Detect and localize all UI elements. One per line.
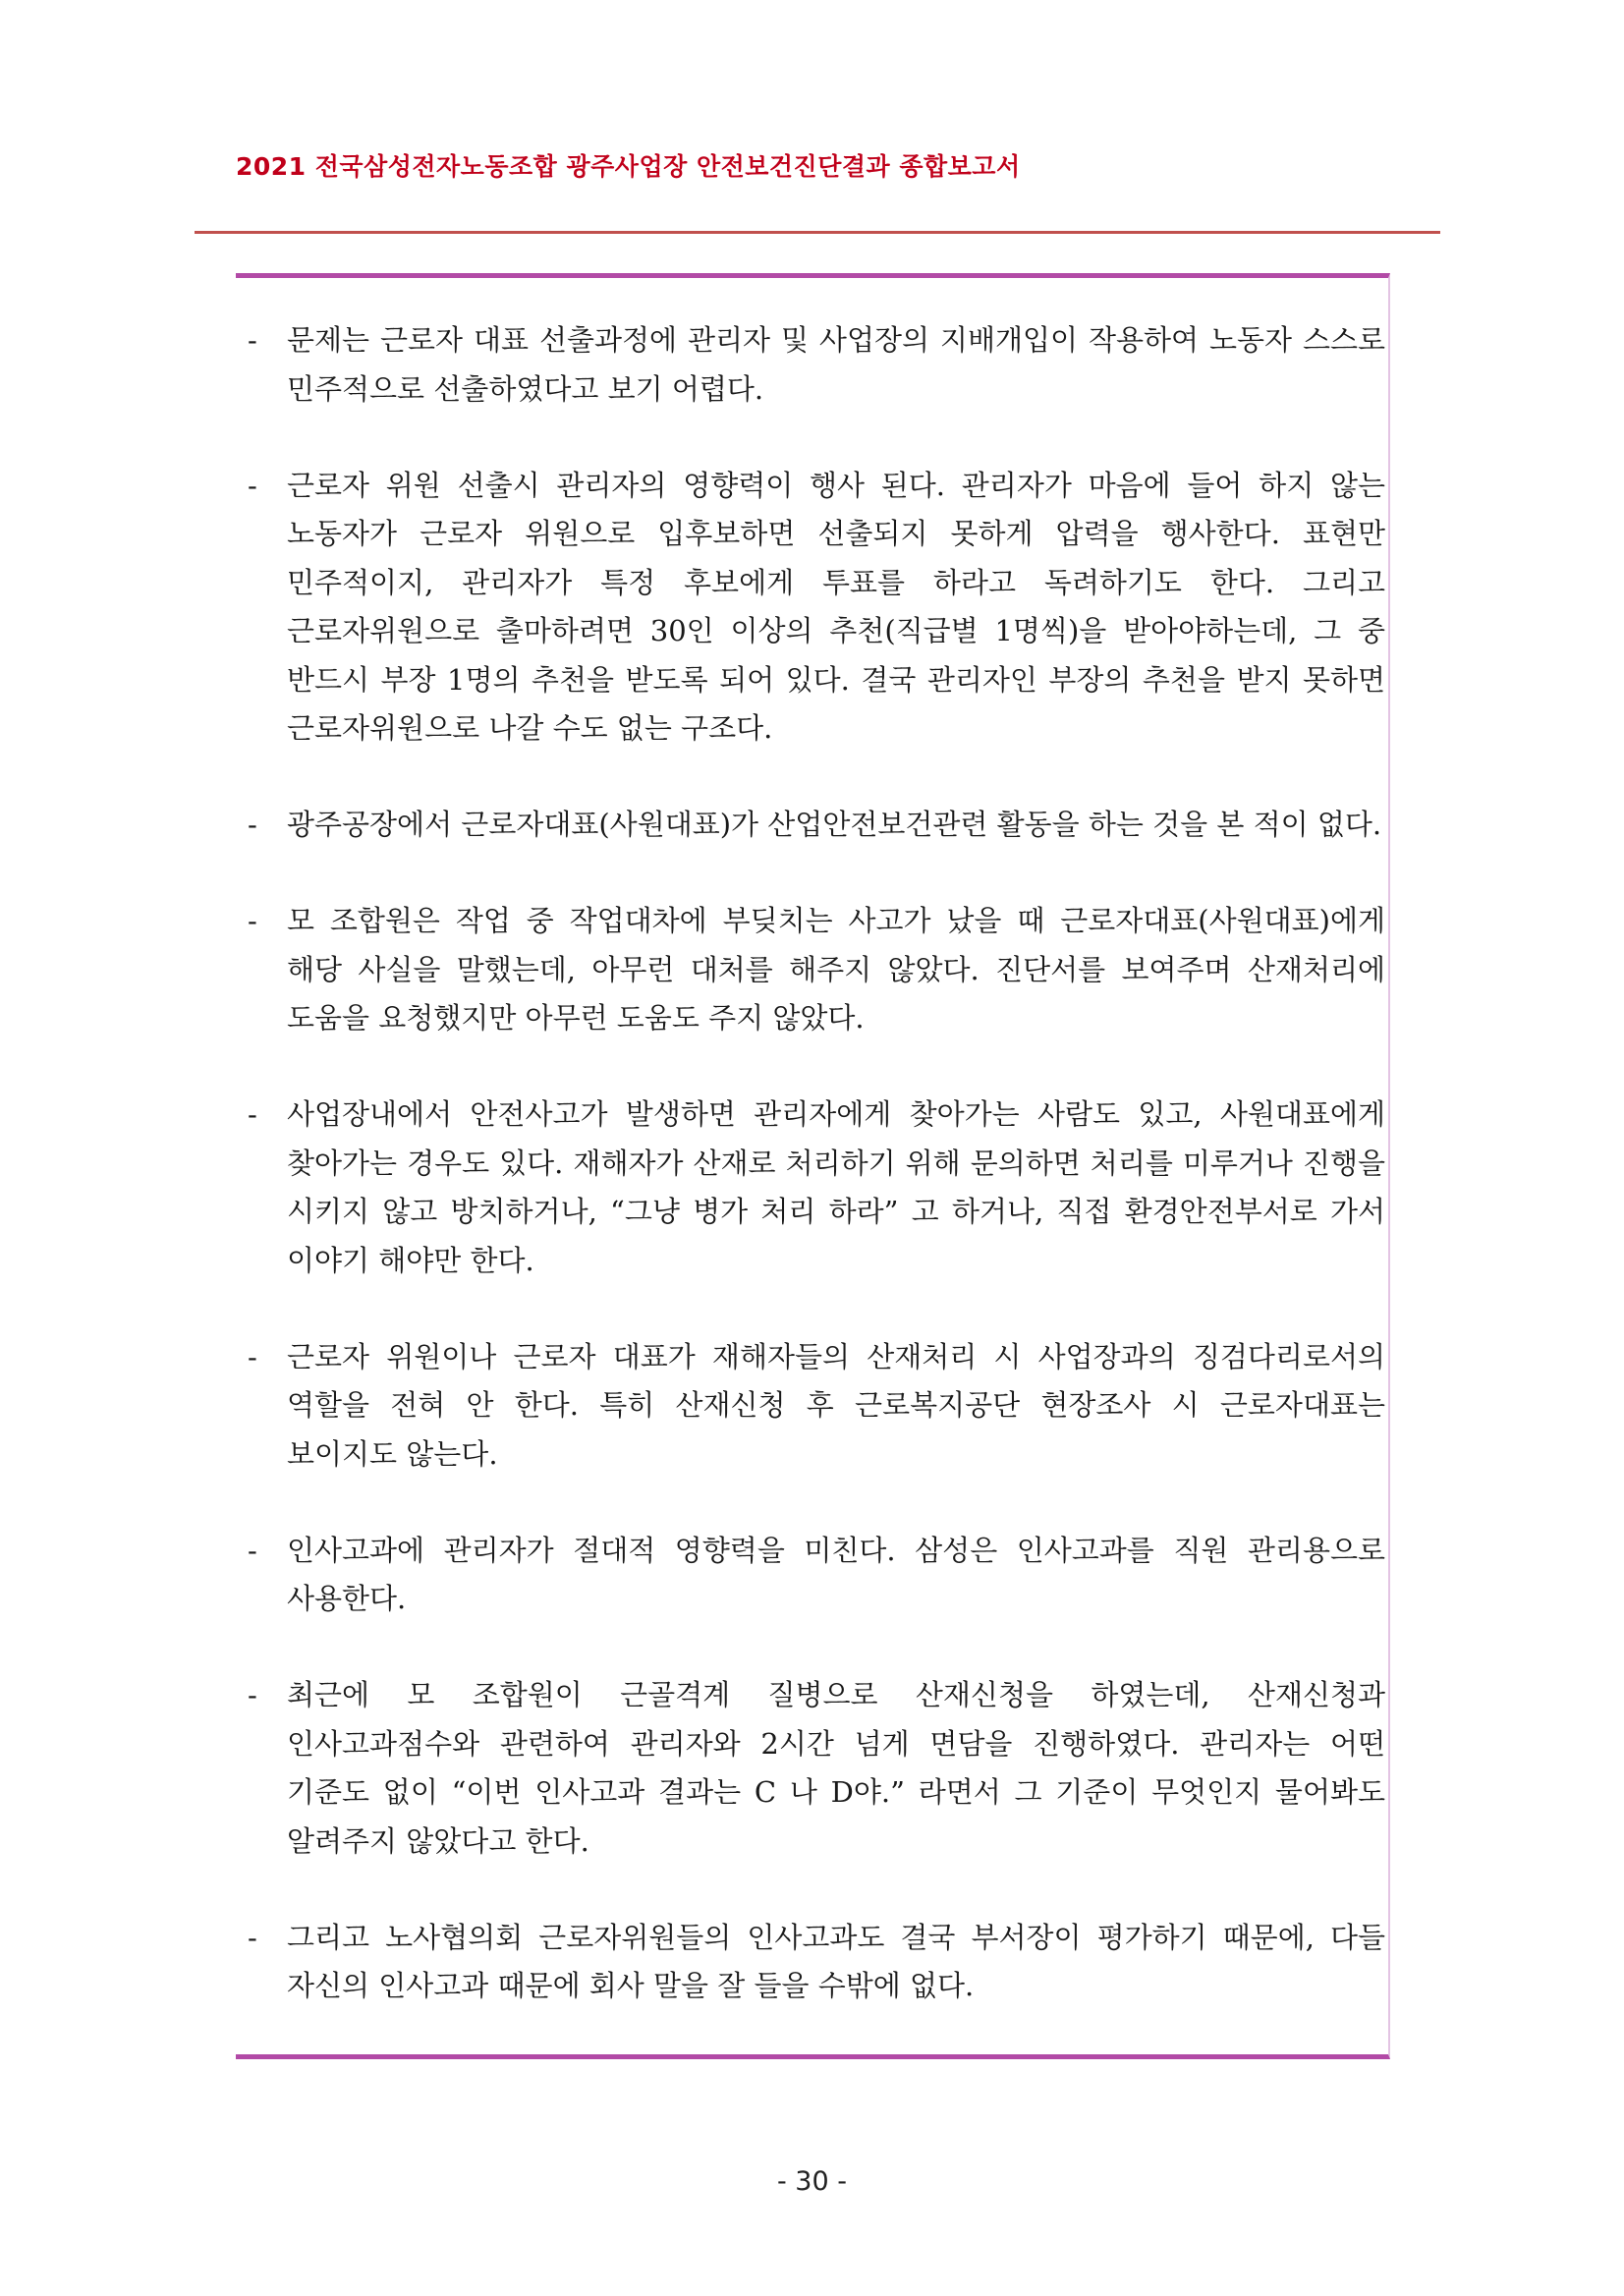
bullet-dash: - [248, 468, 257, 502]
list-item [246, 316, 1385, 414]
bullet-dash: - [248, 904, 257, 937]
entry-text: 문제는 근로자 대표 선출과정에 관리자 및 사업장의 지배개입이 작용하여 노동자 스스로 민주적으로 선출하였다고 보기 어렵다. [287, 323, 1385, 406]
list-item [246, 801, 1385, 850]
entry-text: 광주공장에서 근로자대표(사원대표)가 산업안전보건관련 활동을 하는 것을 본 적이 없다. [287, 808, 1382, 841]
header-divider [195, 231, 1440, 234]
entry-text: 최근에 모 조합원이 근골격계 질병으로 산재신청을 하였는데, 산재신청과 인사고과점수와 관련하여 관리자와 2시간 넘게 면담을 진행하였다. 관리자는 어떤 기준도 없이 “이번 인사고과 결과는 C 나 D야.” 라면서 그 기준이 무엇인지 물어봐도 알려주지 않았다고 한다. [287, 1678, 1385, 1858]
entry-text: 사업장내에서 안전사고가 발생하면 관리자에게 찾아가는 사람도 있고, 사원대표에게 찾아가는 경우도 있다. 재해자가 산재로 처리하기 위해 문의하면 처리를 미루거나 진행을 시키지 않고 방치하거나, “그냥 병가 처리 하라” 고 하거나, 직접 환경안전부서로 가서 이야기 해야만 한다. [287, 1097, 1386, 1277]
entry-text: 인사고과에 관리자가 절대적 영향력을 미친다. 삼성은 인사고과를 직원 관리용으로 사용한다. [287, 1533, 1385, 1615]
list-item [246, 1914, 1385, 2011]
bullet-dash: - [248, 323, 257, 357]
page-number: - 30 - [776, 2166, 847, 2197]
entry-text: 근로자 위원이나 근로자 대표가 재해자들의 산재처리 시 사업장과의 징검다리로서의 역할을 전혀 안 한다. 특히 산재신청 후 근로복지공단 현장조사 시 근로자대표는 보이지도 않는다. [287, 1339, 1385, 1471]
entry-text: 근로자 위원 선출시 관리자의 영향력이 행사 된다. 관리자가 마음에 들어 하지 않는 노동자가 근로자 위원으로 입후보하면 선출되지 못하게 압력을 행사한다. 표현만 민주적이지, 관리자가 특정 후보에게 투표를 하라고 독려하기도 한다. 그리고 근로자위원으로 출마하려면 30인 이상의 추천(직급별 1명씩)을 받아야하는데, 그 중 반드시 부장 1명의 추천을 받도록 되어 있다. 결국 관리자인 부장의 추천을 받지 못하면 근로자위원으로 나갈 수도 없는 구조다. [287, 468, 1385, 745]
list-item [246, 1527, 1385, 1624]
entry-text: 그리고 노사협의회 근로자위원들의 인사고과도 결국 부서장이 평가하기 때문에, 다들 자신의 인사고과 때문에 회사 말을 잘 들을 수밖에 없다. [287, 1920, 1385, 2002]
bullet-dash: - [248, 1533, 257, 1567]
bullet-dash: - [248, 1678, 257, 1711]
list-item [246, 897, 1385, 1043]
interview-entries [246, 316, 1385, 2058]
bullet-dash: - [248, 1339, 257, 1373]
bullet-dash: - [248, 1097, 257, 1131]
bullet-dash: - [248, 1920, 257, 1954]
list-item [246, 462, 1385, 754]
list-item [246, 1671, 1385, 1866]
list-item [246, 1333, 1385, 1480]
list-item [246, 1091, 1385, 1285]
entry-text: 모 조합원은 작업 중 작업대차에 부딪치는 사고가 났을 때 근로자대표(사원대표)에게 해당 사실을 말했는데, 아무런 대처를 해주지 않았다. 진단서를 보여주며 산재처리에 도움을 요청했지만 아무런 도움도 주지 않았다. [287, 904, 1385, 1035]
report-title: 2021 전국삼성전자노동조합 광주사업장 안전보건진단결과 종합보고서 [236, 152, 1021, 181]
bullet-dash: - [248, 808, 257, 841]
